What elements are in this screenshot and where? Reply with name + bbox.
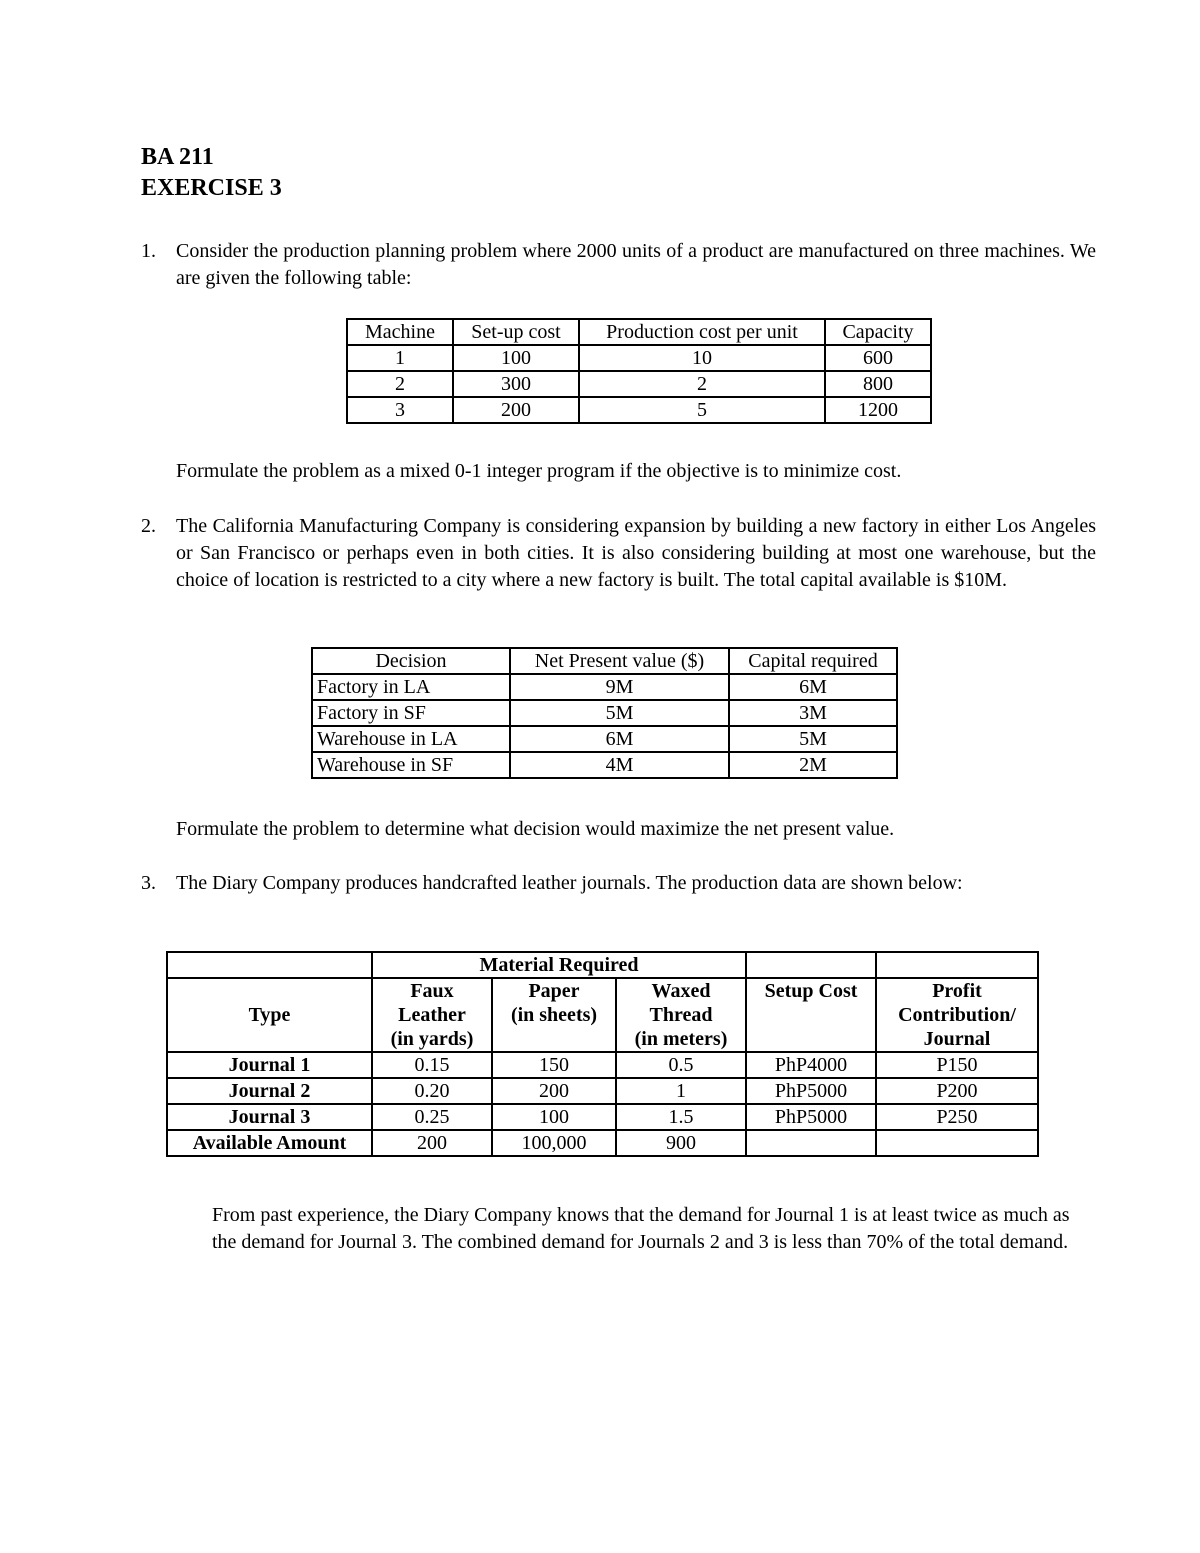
header-cell: Machine	[347, 319, 453, 345]
table-cell: 0.5	[616, 1052, 746, 1078]
header-line: Waxed	[651, 980, 711, 1002]
table-cell: Warehouse in SF	[312, 752, 510, 778]
table-header-row	[347, 319, 931, 345]
course-code: BA 211	[141, 144, 214, 170]
problem-3-number: 3.	[141, 872, 156, 894]
table-cell: 6M	[510, 726, 729, 752]
table-row	[167, 1130, 1038, 1156]
problem-2-number: 2.	[141, 515, 156, 537]
header-cell: Net Present value ($)	[510, 648, 729, 674]
setup-cost-header: Setup Cost	[746, 978, 876, 1052]
table-cell: 6M	[729, 674, 897, 700]
header-cell: Set-up cost	[453, 319, 579, 345]
header-line: Thread	[649, 1004, 713, 1026]
table-row	[347, 371, 931, 397]
header-line: (in sheets)	[510, 1004, 598, 1026]
table-row	[347, 345, 931, 371]
table-header-row	[167, 978, 1038, 1052]
header-cell: Capital required	[729, 648, 897, 674]
table-cell: Factory in LA	[312, 674, 510, 700]
table-cell: 0.15	[372, 1052, 492, 1078]
table-row	[312, 752, 897, 778]
problem-1-text: Consider the production planning problem where 2000 units of a product are manufactured on three machines. We are given the following table:	[176, 240, 1096, 289]
header-cell-empty	[876, 952, 1038, 978]
table-row	[312, 700, 897, 726]
table-cell: Journal 3	[167, 1104, 372, 1130]
problem-2	[141, 513, 1096, 594]
machine-table	[346, 318, 932, 424]
problem-3	[141, 870, 1096, 897]
header-line: Journal	[923, 1028, 991, 1050]
table-cell: Available Amount	[167, 1130, 372, 1156]
material-required-header: Material Required	[372, 952, 746, 978]
table-cell: 1	[347, 345, 453, 371]
table-cell: 200	[492, 1078, 616, 1104]
table-cell: 4M	[510, 752, 729, 778]
header-line: Profit	[932, 980, 982, 1002]
table-cell: P250	[876, 1104, 1038, 1130]
paper-header	[492, 978, 616, 1052]
table-cell: 150	[492, 1052, 616, 1078]
table-cell: 9M	[510, 674, 729, 700]
table-cell: P200	[876, 1078, 1038, 1104]
table-cell: Factory in SF	[312, 700, 510, 726]
table-cell: Journal 1	[167, 1052, 372, 1078]
table-cell: 100	[492, 1104, 616, 1130]
table-cell: Warehouse in LA	[312, 726, 510, 752]
header-cell-empty	[167, 952, 372, 978]
problem-1	[141, 238, 1096, 292]
header-line: (in meters)	[634, 1028, 728, 1050]
table-cell: 1200	[825, 397, 931, 423]
header-cell-empty	[746, 952, 876, 978]
table-cell: 0.20	[372, 1078, 492, 1104]
table-cell: 200	[372, 1130, 492, 1156]
table-cell: 1	[616, 1078, 746, 1104]
decision-table	[311, 647, 898, 779]
table-cell: 100,000	[492, 1130, 616, 1156]
table-cell: 2	[347, 371, 453, 397]
table-row	[167, 1078, 1038, 1104]
header-cell: Capacity	[825, 319, 931, 345]
table-cell: 2	[579, 371, 825, 397]
header-line: Leather	[398, 1004, 466, 1026]
table-cell: 800	[825, 371, 931, 397]
table-cell: Journal 2	[167, 1078, 372, 1104]
problem-2-instruction: Formulate the problem to determine what decision would maximize the net present value.	[176, 818, 895, 840]
header-cell: Production cost per unit	[579, 319, 825, 345]
waxed-thread-header	[616, 978, 746, 1052]
table-cell: 3M	[729, 700, 897, 726]
table-cell: P150	[876, 1052, 1038, 1078]
table-group-header-row	[167, 952, 1038, 978]
table-row	[312, 674, 897, 700]
table-cell: 3	[347, 397, 453, 423]
type-header: Type	[167, 978, 372, 1052]
table-cell: 10	[579, 345, 825, 371]
table-cell: 600	[825, 345, 931, 371]
table-cell: 1.5	[616, 1104, 746, 1130]
table-row	[167, 1104, 1038, 1130]
table-cell	[876, 1130, 1038, 1156]
table-cell: 5	[579, 397, 825, 423]
production-data-table	[166, 951, 1039, 1157]
table-row	[167, 1052, 1038, 1078]
table-cell	[746, 1130, 876, 1156]
table-cell: 0.25	[372, 1104, 492, 1130]
faux-leather-header	[372, 978, 492, 1052]
table-cell: 2M	[729, 752, 897, 778]
problem-1-number: 1.	[141, 240, 156, 262]
table-cell: 200	[453, 397, 579, 423]
table-header-row	[312, 648, 897, 674]
problem-3-text: The Diary Company produces handcrafted leather journals. The production data are shown below:	[176, 872, 963, 894]
problem-1-instruction: Formulate the problem as a mixed 0-1 integer program if the objective is to minimize cost.	[176, 460, 902, 482]
header-line: Contribution/	[898, 1004, 1016, 1026]
header-line: Paper	[528, 980, 580, 1002]
problem-3-note: From past experience, the Diary Company knows that the demand for Journal 1 is at least twice as much as the demand for Journal 3. The combined demand for Journals 2 and 3 is less than 70% of the total demand.	[212, 1204, 1070, 1253]
header-line: (in yards)	[390, 1028, 474, 1050]
table-cell: 300	[453, 371, 579, 397]
table-row	[347, 397, 931, 423]
problem-2-text: The California Manufacturing Company is considering expansion by building a new factory in either Los Angeles or San Francisco or perhaps even in both cities. It is also considering building at most one warehouse, but the choice of location is restricted to a city where a new factory is built. The total capital available is $10M.	[176, 515, 1096, 591]
table-row	[312, 726, 897, 752]
header-cell: Decision	[312, 648, 510, 674]
header-line: Faux	[410, 980, 454, 1002]
table-cell: 5M	[729, 726, 897, 752]
table-cell: 900	[616, 1130, 746, 1156]
exercise-title: EXERCISE 3	[141, 175, 282, 201]
profit-header	[876, 978, 1038, 1052]
table-cell: 100	[453, 345, 579, 371]
table-cell: 5M	[510, 700, 729, 726]
table-cell: PhP5000	[746, 1078, 876, 1104]
table-cell: PhP4000	[746, 1052, 876, 1078]
document-header	[141, 142, 282, 204]
table-cell: PhP5000	[746, 1104, 876, 1130]
